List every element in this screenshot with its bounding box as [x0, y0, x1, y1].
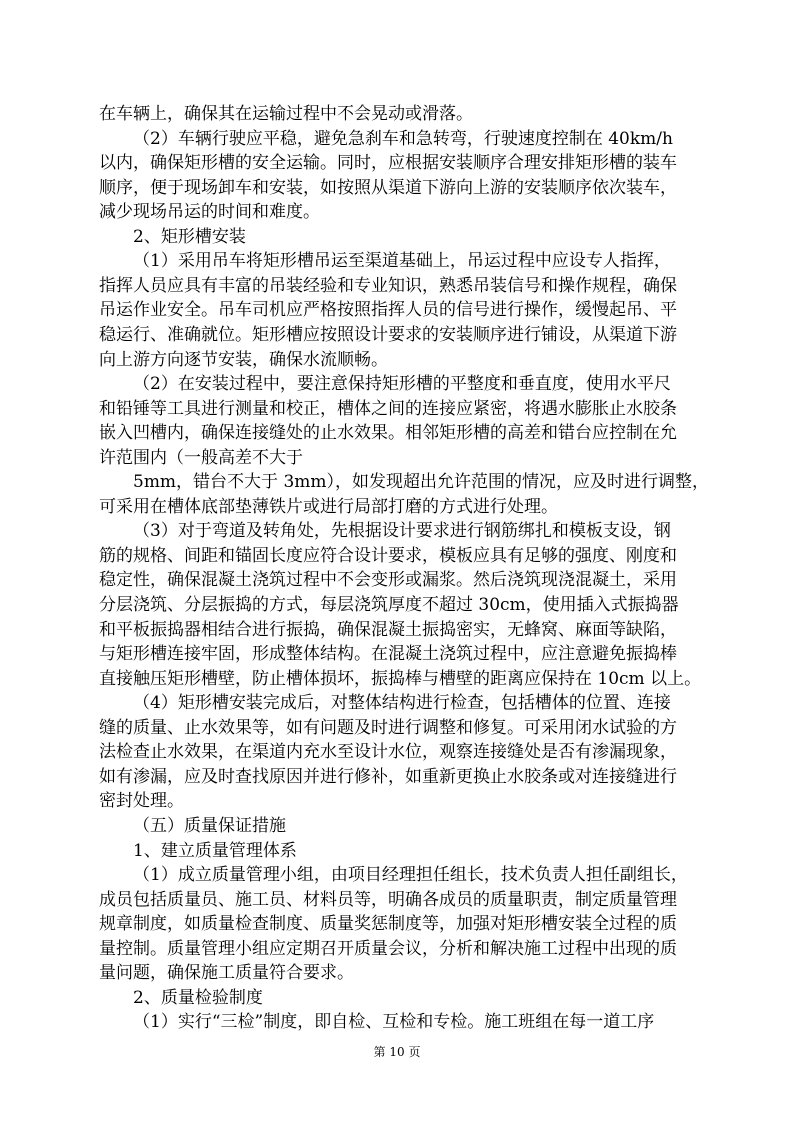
text-line: 法检查止水效果，在渠道内充水至设计水位，观察连接缝处是否有渗漏现象， — [99, 742, 677, 763]
page-number: 第 10 页 — [373, 1045, 421, 1059]
text-line: 可采用在槽体底部垫薄铁片或进行局部打磨的方式进行处理。 — [99, 496, 558, 517]
text-line: （1）采用吊车将矩形槽吊运至渠道基础上，吊运过程中应设专人指挥， — [133, 251, 671, 272]
text-line: 密封处理。 — [99, 791, 184, 812]
text-line: 许范围内（一般高差不大于 — [99, 447, 303, 468]
text-line: 量问题，确保施工质量符合要求。 — [99, 963, 354, 984]
text-line: 缝的质量、止水效果等，如有问题及时进行调整和修复。可采用闭水试验的方 — [99, 717, 677, 738]
text-line: 直接触压矩形槽壁，防止槽体损坏，振捣棒与槽壁的距离应保持在 10cm 以上。 — [99, 668, 702, 689]
text-line: 嵌入凹槽内，确保连接缝处的止水效果。相邻矩形槽的高差和错台应控制在允 — [99, 423, 677, 444]
text-line: 如有渗漏，应及时查找原因并进行修补，如重新更换止水胶条或对连接缝进行 — [99, 766, 677, 787]
text-line: 吊运作业安全。吊车司机应严格按照指挥人员的信号进行操作，缓慢起吊、平 — [99, 300, 677, 321]
text-line: 减少现场吊运的时间和难度。 — [99, 202, 320, 223]
text-line: （2）车辆行驶应平稳，避免急刹车和急转弯，行驶速度控制在 40km/h — [133, 128, 673, 149]
text-line: （1）实行“三检”制度，即自检、互检和专检。施工班组在每一道工序 — [133, 1012, 655, 1033]
text-line: 筋的规格、间距和锚固长度应符合设计要求，模板应具有足够的强度、刚度和 — [99, 545, 677, 566]
text-line: 稳运行、准确就位。矩形槽应按照设计要求的安装顺序进行铺设，从渠道下游 — [99, 324, 677, 345]
section-heading: 1、建立质量管理体系 — [133, 840, 297, 861]
text-line: 向上游方向逐节安装，确保水流顺畅。 — [99, 349, 388, 370]
text-line: 5mm，错台不大于 3mm），如发现超出允许范围的情况，应及时进行调整， — [133, 472, 710, 493]
text-line: 规章制度，如质量检查制度、质量奖惩制度等，加强对矩形槽安装全过程的质 — [99, 914, 677, 935]
text-line: 稳定性，确保混凝土浇筑过程中不会变形或漏浆。然后浇筑现浇混凝土，采用 — [99, 570, 677, 591]
text-line: （3）对于弯道及转角处，先根据设计要求进行钢筋绑扎和模板支设，钢 — [133, 521, 671, 542]
text-line: 与矩形槽连接牢固，形成整体结构。在混凝土浇筑过程中，应注意避免振捣棒 — [99, 644, 677, 665]
text-line: 成员包括质量员、施工员、材料员等，明确各成员的质量职责，制定质量管理 — [99, 889, 677, 910]
text-line: 和平板振捣器相结合进行振捣，确保混凝土振捣密实，无蜂窝、麻面等缺陷， — [99, 619, 677, 640]
section-heading: 2、矩形槽安装 — [133, 226, 246, 247]
text-line: （1）成立质量管理小组，由项目经理担任组长，技术负责人担任副组长， — [133, 865, 688, 886]
text-line: 和铅锤等工具进行测量和校正，槽体之间的连接应紧密，将遇水膨胀止水胶条 — [99, 398, 677, 419]
text-line: 量控制。质量管理小组应定期召开质量会议，分析和解决施工过程中出现的质 — [99, 938, 677, 959]
text-line: （4）矩形槽安装完成后，对整体结构进行检查，包括槽体的位置、连接 — [133, 693, 671, 714]
text-line: 在车辆上，确保其在运输过程中不会晃动或滑落。 — [99, 104, 473, 124]
text-line: 指挥人员应具有丰富的吊装经验和专业知识，熟悉吊装信号和操作规程，确保 — [99, 275, 677, 296]
text-line: （2）在安装过程中，要注意保持矩形槽的平整度和垂直度，使用水平尺 — [133, 374, 671, 395]
section-heading: 2、质量检验制度 — [133, 987, 263, 1008]
section-heading: （五）质量保证措施 — [133, 815, 286, 836]
text-line: 顺序，便于现场卸车和安装，如按照从渠道下游向上游的安装顺序依次装车， — [99, 177, 677, 198]
text-line: 以内，确保矩形槽的安全运输。同时，应根据安装顺序合理安排矩形槽的装车 — [99, 153, 677, 174]
text-line: 分层浇筑、分层振捣的方式，每层浇筑厚度不超过 30cm，使用插入式振捣器 — [99, 595, 679, 615]
